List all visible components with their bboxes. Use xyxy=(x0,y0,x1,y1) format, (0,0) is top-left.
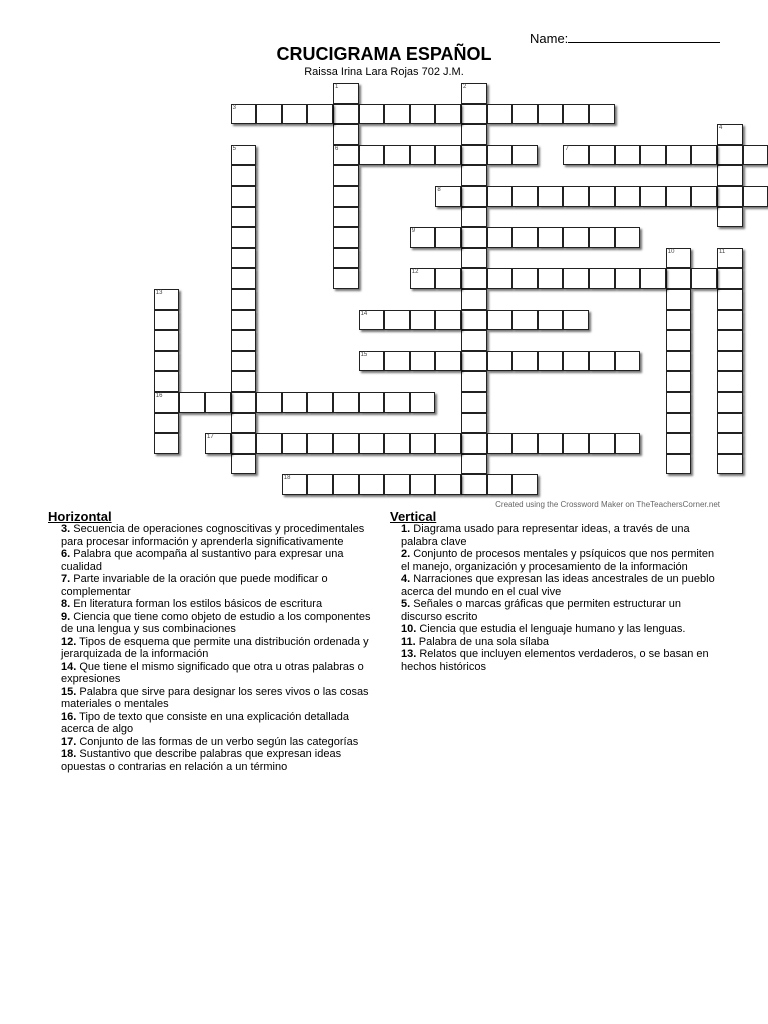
crossword-cell[interactable] xyxy=(231,207,257,228)
crossword-cell[interactable] xyxy=(717,454,743,475)
crossword-cell[interactable] xyxy=(717,145,743,166)
crossword-cell[interactable] xyxy=(154,289,180,310)
crossword-cell[interactable] xyxy=(333,474,359,495)
crossword-cell[interactable] xyxy=(410,104,436,125)
clue-item xyxy=(61,573,381,598)
crossword-cell[interactable] xyxy=(717,330,743,351)
crossword-cell[interactable] xyxy=(512,227,538,248)
clue-item xyxy=(61,611,381,636)
crossword-cell[interactable] xyxy=(359,433,385,454)
clue-text: Sustantivo que describe palabras que expresan ideas opuestas o contrarias en relación a un término xyxy=(61,748,342,773)
clue-start-number: 4 xyxy=(719,125,723,132)
crossword-cell[interactable] xyxy=(410,310,436,331)
crossword-cell[interactable] xyxy=(461,392,487,413)
crossword-cell[interactable] xyxy=(154,392,180,413)
crossword-cell[interactable] xyxy=(384,433,410,454)
crossword-cell[interactable] xyxy=(487,351,513,372)
crossword-cell[interactable] xyxy=(461,124,487,145)
clue-text: Conjunto de las formas de un verbo según las categorías xyxy=(79,735,359,748)
crossword-cell[interactable] xyxy=(231,392,257,413)
crossword-cell[interactable] xyxy=(615,186,641,207)
crossword-cell[interactable] xyxy=(717,392,743,413)
crossword-grid xyxy=(0,0,768,500)
clue-item xyxy=(61,661,381,686)
crossword-cell[interactable] xyxy=(410,392,436,413)
crossword-cell[interactable] xyxy=(666,413,692,434)
clue-text: Relatos que incluyen elementos verdaderos, o se basan en hechos históricos xyxy=(401,648,709,673)
crossword-cell[interactable] xyxy=(282,474,308,495)
crossword-cell[interactable] xyxy=(359,104,385,125)
crossword-cell[interactable] xyxy=(487,227,513,248)
crossword-cell[interactable] xyxy=(615,433,641,454)
crossword-cell[interactable] xyxy=(512,351,538,372)
crossword-cell[interactable] xyxy=(615,351,641,372)
clue-start-number: 16 xyxy=(155,393,163,399)
crossword-cell[interactable] xyxy=(666,433,692,454)
crossword-cell[interactable] xyxy=(538,310,564,331)
crossword-cell[interactable] xyxy=(435,310,461,331)
crossword-cell[interactable] xyxy=(538,351,564,372)
crossword-cell[interactable] xyxy=(435,186,461,207)
crossword-cell[interactable] xyxy=(307,433,333,454)
crossword-cell[interactable] xyxy=(487,310,513,331)
crossword-cell[interactable] xyxy=(435,104,461,125)
clue-text: Tipos de esquema que permite una distribución ordenada y jerarquizada de la información xyxy=(61,635,369,660)
crossword-cell[interactable] xyxy=(487,145,513,166)
crossword-cell[interactable] xyxy=(256,433,282,454)
crossword-cell[interactable] xyxy=(307,104,333,125)
crossword-cell[interactable] xyxy=(666,351,692,372)
crossword-cell[interactable] xyxy=(666,186,692,207)
clue-item xyxy=(401,573,721,598)
clue-item xyxy=(61,523,381,548)
crossword-cell[interactable] xyxy=(231,145,257,166)
crossword-cell[interactable] xyxy=(461,83,487,104)
vertical-clues xyxy=(401,523,721,673)
crossword-cell[interactable] xyxy=(359,310,385,331)
crossword-cell[interactable] xyxy=(282,392,308,413)
clue-item xyxy=(401,623,721,636)
credit-text: Created using the Crossword Maker on TheTeachersCorner.net xyxy=(495,500,720,509)
clue-start-number: 6 xyxy=(335,145,339,152)
crossword-cell[interactable] xyxy=(615,227,641,248)
clue-number: 13. xyxy=(401,648,417,660)
clue-item xyxy=(401,636,721,649)
crossword-cell[interactable] xyxy=(717,351,743,372)
crossword-cell[interactable] xyxy=(666,248,692,269)
crossword-cell[interactable] xyxy=(717,207,743,228)
clue-item xyxy=(61,598,381,611)
crossword-cell[interactable] xyxy=(231,289,257,310)
crossword-cell[interactable] xyxy=(333,124,359,145)
page-subtitle: Raissa Irina Lara Rojas 702 J.M. xyxy=(304,66,464,78)
crossword-cell[interactable] xyxy=(435,474,461,495)
crossword-cell[interactable] xyxy=(538,227,564,248)
crossword-cell[interactable] xyxy=(359,474,385,495)
clue-number: 5. xyxy=(401,598,411,610)
crossword-cell[interactable] xyxy=(435,227,461,248)
clue-item xyxy=(61,736,381,749)
crossword-cell[interactable] xyxy=(589,268,615,289)
crossword-cell[interactable] xyxy=(563,268,589,289)
clue-number: 18. xyxy=(61,748,77,760)
crossword-cell[interactable] xyxy=(666,371,692,392)
clue-start-number: 10 xyxy=(667,248,675,255)
clue-item xyxy=(401,523,721,548)
crossword-cell[interactable] xyxy=(461,454,487,475)
crossword-cell[interactable] xyxy=(461,186,487,207)
crossword-cell[interactable] xyxy=(487,433,513,454)
crossword-cell[interactable] xyxy=(615,145,641,166)
crossword-cell[interactable] xyxy=(563,104,589,125)
crossword-cell[interactable] xyxy=(333,227,359,248)
crossword-cell[interactable] xyxy=(512,433,538,454)
crossword-cell[interactable] xyxy=(359,351,385,372)
crossword-cell[interactable] xyxy=(717,165,743,186)
crossword-cell[interactable] xyxy=(461,351,487,372)
crossword-cell[interactable] xyxy=(563,351,589,372)
crossword-cell[interactable] xyxy=(231,433,257,454)
crossword-cell[interactable] xyxy=(538,104,564,125)
clue-start-number: 18 xyxy=(283,475,291,482)
clue-number: 17. xyxy=(61,735,77,748)
crossword-cell[interactable] xyxy=(461,413,487,434)
crossword-cell[interactable] xyxy=(205,433,231,454)
crossword-cell[interactable] xyxy=(538,268,564,289)
clue-number: 10. xyxy=(401,623,417,635)
crossword-cell[interactable] xyxy=(640,268,666,289)
crossword-cell[interactable] xyxy=(691,268,717,289)
clue-text: En literatura forman los estilos básicos de escritura xyxy=(73,598,323,610)
crossword-cell[interactable] xyxy=(435,433,461,454)
crossword-cell[interactable] xyxy=(589,227,615,248)
crossword-cell[interactable] xyxy=(487,268,513,289)
crossword-cell[interactable] xyxy=(461,433,487,454)
crossword-cell[interactable] xyxy=(461,268,487,289)
clue-start-number: 11 xyxy=(719,248,726,255)
crossword-cell[interactable] xyxy=(666,289,692,310)
clue-start-number: 14 xyxy=(360,310,368,317)
crossword-cell[interactable] xyxy=(410,145,436,166)
crossword-cell[interactable] xyxy=(461,371,487,392)
crossword-cell[interactable] xyxy=(231,165,257,186)
crossword-cell[interactable] xyxy=(717,124,743,145)
crossword-cell[interactable] xyxy=(333,186,359,207)
clue-text: Palabra que sirve para designar los seres vivos o las cosas materiales o mentales xyxy=(61,685,369,710)
crossword-cell[interactable] xyxy=(717,371,743,392)
clue-start-number: 1 xyxy=(335,84,339,90)
crossword-cell[interactable] xyxy=(461,227,487,248)
crossword-cell[interactable] xyxy=(563,227,589,248)
crossword-cell[interactable] xyxy=(154,351,180,372)
clue-number: 6. xyxy=(61,548,71,560)
clue-item xyxy=(401,548,721,573)
clue-item xyxy=(61,686,381,711)
crossword-cell[interactable] xyxy=(666,454,692,475)
crossword-cell[interactable] xyxy=(615,268,641,289)
crossword-cell[interactable] xyxy=(154,310,180,331)
name-label: Name: xyxy=(530,31,569,46)
clue-item xyxy=(401,648,721,673)
crossword-cell[interactable] xyxy=(589,145,615,166)
crossword-cell[interactable] xyxy=(231,413,257,434)
clue-number: 1. xyxy=(401,523,411,535)
crossword-cell[interactable] xyxy=(154,413,180,434)
clue-start-number: 7 xyxy=(565,145,569,152)
clue-start-number: 15 xyxy=(360,351,368,358)
crossword-cell[interactable] xyxy=(461,330,487,351)
crossword-cell[interactable] xyxy=(717,186,743,207)
crossword-cell[interactable] xyxy=(487,104,513,125)
crossword-cell[interactable] xyxy=(589,104,615,125)
crossword-cell[interactable] xyxy=(461,289,487,310)
crossword-cell[interactable] xyxy=(231,268,257,289)
clue-text: Secuencia de operaciones cognoscitivas y procedimentales para procesar información y aprenderla significativamente xyxy=(61,523,365,548)
crossword-cell[interactable] xyxy=(487,474,513,495)
vertical-heading: Vertical xyxy=(390,509,437,524)
crossword-cell[interactable] xyxy=(461,165,487,186)
crossword-cell[interactable] xyxy=(563,145,589,166)
crossword-cell[interactable] xyxy=(666,330,692,351)
crossword-cell[interactable] xyxy=(333,268,359,289)
crossword-cell[interactable] xyxy=(563,433,589,454)
crossword-cell[interactable] xyxy=(538,433,564,454)
crossword-cell[interactable] xyxy=(282,433,308,454)
horizontal-clues xyxy=(61,523,381,773)
crossword-cell[interactable] xyxy=(231,227,257,248)
page-title: CRUCIGRAMA ESPAÑOL xyxy=(276,44,492,64)
crossword-cell[interactable] xyxy=(231,310,257,331)
crossword-cell[interactable] xyxy=(410,268,436,289)
clue-start-number: 5 xyxy=(232,145,236,152)
crossword-cell[interactable] xyxy=(717,433,743,454)
crossword-cell[interactable] xyxy=(333,392,359,413)
crossword-cell[interactable] xyxy=(461,145,487,166)
clue-number: 2. xyxy=(401,548,411,560)
clue-item xyxy=(61,711,381,736)
crossword-cell[interactable] xyxy=(333,433,359,454)
crossword-cell[interactable] xyxy=(461,310,487,331)
crossword-cell[interactable] xyxy=(410,351,436,372)
crossword-cell[interactable] xyxy=(512,145,538,166)
clue-text: Parte invariable de la oración que puede modificar o complementar xyxy=(61,573,328,598)
crossword-cell[interactable] xyxy=(666,268,692,289)
clue-text: Palabra que acompaña al sustantivo para expresar una cualidad xyxy=(61,548,344,573)
crossword-cell[interactable] xyxy=(154,371,180,392)
crossword-cell[interactable] xyxy=(435,145,461,166)
crossword-cell[interactable] xyxy=(666,392,692,413)
crossword-cell[interactable] xyxy=(512,186,538,207)
crossword-cell[interactable] xyxy=(512,310,538,331)
crossword-cell[interactable] xyxy=(231,248,257,269)
crossword-cell[interactable] xyxy=(435,351,461,372)
crossword-cell[interactable] xyxy=(538,186,564,207)
horizontal-heading: Horizontal xyxy=(48,509,112,524)
crossword-cell[interactable] xyxy=(307,474,333,495)
clue-text: Señales o marcas gráficas que permiten estructurar un discurso escrito xyxy=(401,598,682,623)
clue-item xyxy=(61,748,381,773)
crossword-cell[interactable] xyxy=(589,351,615,372)
crossword-cell[interactable] xyxy=(384,145,410,166)
clue-number: 8. xyxy=(61,598,71,610)
crossword-cell[interactable] xyxy=(512,268,538,289)
crossword-cell[interactable] xyxy=(282,104,308,125)
crossword-cell[interactable] xyxy=(563,186,589,207)
clue-text: Palabra de una sola sílaba xyxy=(418,635,550,648)
clue-number: 15. xyxy=(61,685,77,698)
crossword-cell[interactable] xyxy=(333,165,359,186)
crossword-cell[interactable] xyxy=(743,186,768,207)
clue-start-number: 12 xyxy=(411,269,419,276)
crossword-cell[interactable] xyxy=(666,310,692,331)
crossword-cell[interactable] xyxy=(435,268,461,289)
crossword-cell[interactable] xyxy=(231,186,257,207)
clue-start-number: 2 xyxy=(463,84,467,90)
crossword-cell[interactable] xyxy=(410,227,436,248)
crossword-cell[interactable] xyxy=(717,248,743,269)
crossword-cell[interactable] xyxy=(231,330,257,351)
clue-start-number: 9 xyxy=(411,228,416,235)
crossword-cell[interactable] xyxy=(384,310,410,331)
crossword-cell[interactable] xyxy=(691,145,717,166)
crossword-cell[interactable] xyxy=(461,104,487,125)
crossword-cell[interactable] xyxy=(487,186,513,207)
clue-item xyxy=(61,548,381,573)
clue-number: 7. xyxy=(61,573,71,585)
crossword-cell[interactable] xyxy=(717,413,743,434)
crossword-cell[interactable] xyxy=(231,104,257,125)
crossword-cell[interactable] xyxy=(256,392,282,413)
clue-start-number: 13 xyxy=(155,290,163,296)
clue-text: Ciencia que tiene como objeto de estudio a los componentes de una lengua y sus combinaciones xyxy=(61,610,371,635)
clue-text: Narraciones que expresan las ideas ancestrales de un pueblo acerca del mundo en el cual vive xyxy=(401,573,715,598)
crossword-cell[interactable] xyxy=(333,248,359,269)
clue-text: Tipo de texto que consiste en una explicación detallada acerca de algo xyxy=(61,710,350,735)
crossword-cell[interactable] xyxy=(154,330,180,351)
clue-number: 11. xyxy=(401,635,416,648)
crossword-cell[interactable] xyxy=(512,474,538,495)
crossword-cell[interactable] xyxy=(333,145,359,166)
crossword-cell[interactable] xyxy=(231,351,257,372)
crossword-cell[interactable] xyxy=(384,104,410,125)
clue-text: Que tiene el mismo significado que otra u otras palabras o expresiones xyxy=(61,660,364,685)
clue-number: 16. xyxy=(61,710,77,723)
crossword-cell[interactable] xyxy=(563,310,589,331)
crossword-cell[interactable] xyxy=(231,454,257,475)
clue-text: Ciencia que estudia el lenguaje humano y las lenguas. xyxy=(419,623,686,635)
crossword-cell[interactable] xyxy=(743,145,768,166)
crossword-cell[interactable] xyxy=(231,371,257,392)
crossword-cell[interactable] xyxy=(410,433,436,454)
crossword-cell[interactable] xyxy=(410,474,436,495)
crossword-cell[interactable] xyxy=(461,474,487,495)
crossword-cell[interactable] xyxy=(666,145,692,166)
clue-number: 12. xyxy=(61,635,77,648)
crossword-cell[interactable] xyxy=(640,186,666,207)
crossword-cell[interactable] xyxy=(640,145,666,166)
crossword-cell[interactable] xyxy=(359,392,385,413)
crossword-cell[interactable] xyxy=(179,392,205,413)
crossword-cell[interactable] xyxy=(256,104,282,125)
crossword-cell[interactable] xyxy=(333,104,359,125)
clue-start-number: 3 xyxy=(232,104,236,111)
crossword-cell[interactable] xyxy=(205,392,231,413)
crossword-cell[interactable] xyxy=(512,104,538,125)
crossword-cell[interactable] xyxy=(384,474,410,495)
clue-item xyxy=(61,636,381,661)
clue-text: Diagrama usado para representar ideas, a través de una palabra clave xyxy=(401,523,690,548)
clue-number: 4. xyxy=(401,573,411,585)
clue-number: 9. xyxy=(61,610,71,623)
crossword-cell[interactable] xyxy=(384,392,410,413)
crossword-cell[interactable] xyxy=(717,268,743,289)
crossword-cell[interactable] xyxy=(333,83,359,104)
crossword-cell[interactable] xyxy=(307,392,333,413)
clue-number: 14. xyxy=(61,660,77,673)
crossword-cell[interactable] xyxy=(461,207,487,228)
crossword-cell[interactable] xyxy=(154,433,180,454)
crossword-cell[interactable] xyxy=(717,289,743,310)
clue-start-number: 8 xyxy=(437,187,441,193)
crossword-cell[interactable] xyxy=(717,310,743,331)
crossword-cell[interactable] xyxy=(589,186,615,207)
crossword-cell[interactable] xyxy=(333,207,359,228)
crossword-cell[interactable] xyxy=(589,433,615,454)
crossword-cell[interactable] xyxy=(461,248,487,269)
crossword-cell[interactable] xyxy=(691,186,717,207)
crossword-cell[interactable] xyxy=(359,145,385,166)
clue-number: 3. xyxy=(61,523,71,535)
clue-text: Conjunto de procesos mentales y psíquicos que nos permiten el manejo, organización y procesamiento de la información xyxy=(401,548,715,573)
clue-item xyxy=(401,598,721,623)
clue-start-number: 17 xyxy=(207,434,214,441)
crossword-cell[interactable] xyxy=(384,351,410,372)
